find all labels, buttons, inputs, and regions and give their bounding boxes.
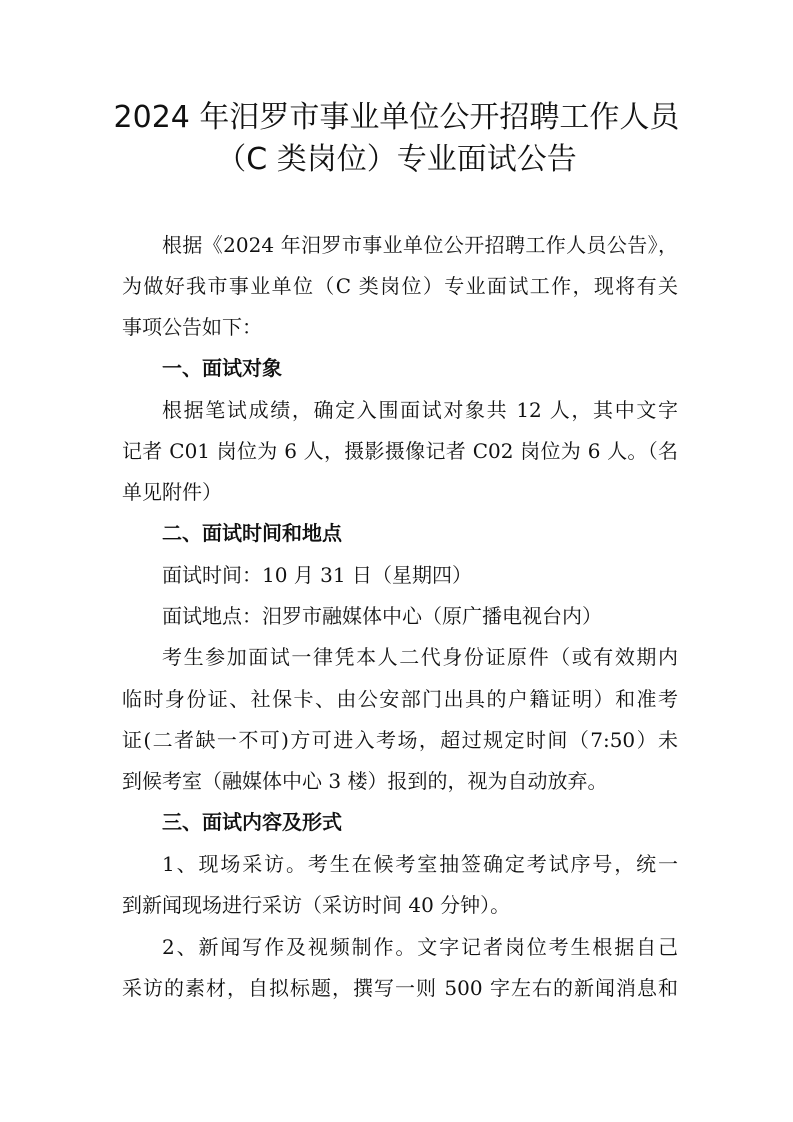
document-title-line-1: 2024 年汨罗市事业单位公开招聘工作人员 bbox=[113, 100, 680, 135]
section-2-heading: 二、面试时间和地点 bbox=[162, 521, 342, 545]
intro-line-2: 为做好我市事业单位（C 类岗位）专业面试工作，现将有关 bbox=[122, 274, 678, 298]
section-2-notice-line-4: 到候考室（融媒体中心 3 楼）报到的，视为自动放弃。 bbox=[122, 769, 608, 793]
section-1-heading: 一、面试对象 bbox=[162, 356, 282, 380]
section-3-heading: 三、面试内容及形式 bbox=[162, 810, 342, 834]
section-3-item-1-line-2: 到新闻现场进行采访（采访时间 40 分钟）。 bbox=[122, 893, 511, 917]
document-title-line-2: （C 类岗位）专业面试公告 bbox=[216, 142, 577, 177]
section-2-notice-line-2: 临时身份证、社保卡、由公安部门出具的户籍证明）和准考 bbox=[122, 687, 678, 711]
interview-place: 面试地点：汨罗市融媒体中心（原广播电视台内） bbox=[162, 604, 602, 628]
section-1-line-3: 单见附件） bbox=[122, 480, 222, 504]
section-1-line-2: 记者 C01 岗位为 6 人，摄影摄像记者 C02 岗位为 6 人。（名 bbox=[122, 439, 678, 463]
section-3-item-1-line-1: 1、现场采访。考生在候考室抽签确定考试序号，统一 bbox=[162, 852, 678, 876]
section-2-notice-line-3: 证(二者缺一不可)方可进入考场，超过规定时间（7:50）未 bbox=[122, 728, 678, 752]
intro-line-1: 根据《2024 年汨罗市事业单位公开招聘工作人员公告》， bbox=[162, 233, 678, 257]
section-2-notice-line-1: 考生参加面试一律凭本人二代身份证原件（或有效期内 bbox=[162, 645, 678, 669]
section-3-item-2-line-1: 2、新闻写作及视频制作。文字记者岗位考生根据自己 bbox=[162, 935, 678, 959]
intro-line-3: 事项公告如下： bbox=[122, 315, 262, 339]
interview-time: 面试时间：10 月 31 日（星期四） bbox=[162, 563, 472, 587]
section-3-item-2-line-2: 采访的素材，自拟标题，撰写一则 500 字左右的新闻消息和 bbox=[122, 976, 678, 1000]
section-1-line-1: 根据笔试成绩，确定入围面试对象共 12 人，其中文字 bbox=[162, 398, 678, 422]
